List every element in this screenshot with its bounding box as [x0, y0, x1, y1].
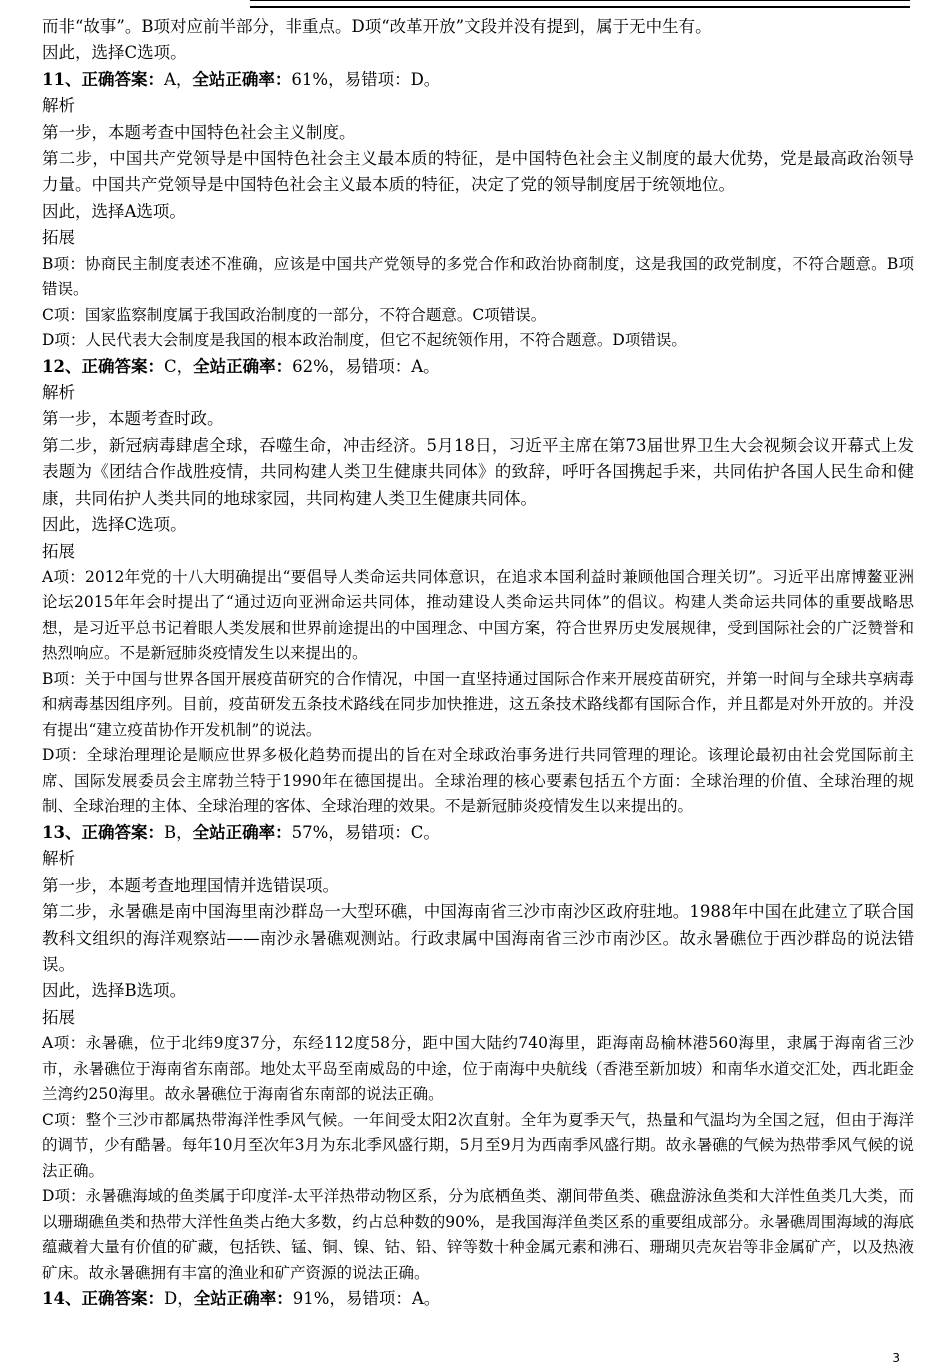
- answer-value: D，: [163, 1289, 194, 1309]
- analysis-heading: 解析: [42, 383, 75, 403]
- extend-heading: 拓展: [42, 228, 75, 248]
- question-number: 11、: [42, 69, 82, 89]
- analysis-heading: 解析: [42, 96, 75, 116]
- intro-conclusion: 因此，选择C选项。: [42, 43, 187, 63]
- option-d-note: D项：全球治理理论是顺应世界多极化趋势而提出的旨在对全球政治事务进行共同管理的理论。该理论最初由社会党国际前主席、国际发展委员会主席勃兰特于1990年在德国提出。全球治理的核心要素包括五个方面：全球治理的价值、全球治理的规制、全球治理的主体、全球治理的客体、全球治理的效果。不是新冠肺炎疫情发生以来提出的。: [42, 746, 914, 816]
- option-d-note: D项：人民代表大会制度是我国的根本政治制度，但它不起统领作用，不符合题意。D项错误。: [42, 331, 687, 350]
- answer-label: 正确答案：: [81, 69, 164, 89]
- rate-label: 全站正确率：: [193, 1289, 293, 1309]
- answer-label: 正确答案：: [81, 356, 164, 376]
- question-number: 13、: [42, 822, 82, 842]
- step-2: 第二步，新冠病毒肆虐全球，吞噬生命，冲击经济。5月18日，习近平主席在第73届世界卫生大会视频会议开幕式上发表题为《团结合作战胜疫情，共同构建人类卫生健康共同体》的致辞，呼吁各国携起手来，共同佑护各国人民生命和健康，共同佑护人类共同的地球家园，共同构建人类卫生健康共同体。: [42, 435, 914, 508]
- intro-line-1: 而非“故事”。B项对应前半部分，非重点。D项“改革开放”文段并没有提到，属于无中生有。: [42, 17, 712, 36]
- answer-value: C，: [163, 356, 194, 376]
- option-a-note: A项：永暑礁，位于北纬9度37分，东经112度58分，距中国大陆约740海里，距海南岛榆林港560海里，隶属于海南省三沙市，永暑礁位于海南省东南部。地处太平岛至南威岛的中途，位于南海中央航线（香港至新加坡）和南华水道交汇处，西北距金兰湾约250海里。故永暑礁位于海南省东南部的说法正确。: [42, 1034, 914, 1104]
- conclusion: 因此，选择B选项。: [42, 981, 187, 1001]
- step-1: 第一步，本题考查时政。: [42, 409, 224, 429]
- rate-label: 全站正确率：: [192, 822, 292, 842]
- rate-label: 全站正确率：: [193, 356, 293, 376]
- answer-label: 正确答案：: [81, 1289, 164, 1309]
- extend-heading: 拓展: [42, 541, 75, 561]
- rate-label: 全站正确率：: [192, 69, 292, 89]
- step-1: 第一步，本题考查地理国情并选错误项。: [42, 875, 339, 895]
- answer-header-13: [42, 820, 914, 846]
- rate-value: 91%，易错项：A。: [292, 1289, 441, 1309]
- analysis-heading: 解析: [42, 849, 75, 869]
- answer-label: 正确答案：: [81, 822, 164, 842]
- step-2: 第二步，永暑礁是南中国海里南沙群岛一大型环礁，中国海南省三沙市南沙区政府驻地。1988年中国在此建立了联合国教科文组织的海洋观察站——南沙永暑礁观测站。行政隶属中国海南省三沙市南沙区。故永暑礁位于西沙群岛的说法错误。: [42, 902, 914, 974]
- option-c-note: C项：国家监察制度属于我国政治制度的一部分，不符合题意。C项错误。: [42, 305, 547, 324]
- step-2: 第二步，中国共产党领导是中国特色社会主义最本质的特征，是中国特色社会主义制度的最大优势，党是最高政治领导力量。中国共产党领导是中国特色社会主义最本质的特征，决定了党的领导制度居于统领地位。: [42, 149, 914, 195]
- option-c-note: C项：整个三沙市都属热带海洋性季风气候。一年间受太阳2次直射。全年为夏季天气，热量和气温均为全国之冠，但由于海洋的调节，少有酷暑。每年10月至次年3月为东北季风盛行期，5月至9月为西南季风盛行期。故永暑礁的气候为热带季风气候的说法正确。: [42, 1110, 914, 1180]
- rate-value: 57%，易错项：C。: [291, 822, 440, 842]
- rate-value: 62%，易错项：A。: [292, 356, 440, 376]
- option-b-note: B项：协商民主制度表述不准确，应该是中国共产党领导的多党合作和政治协商制度，这是我国的政党制度，不符合题意。B项错误。: [42, 254, 914, 299]
- option-a-note: A项：2012年党的十八大明确提出“要倡导人类命运共同体意识，在追求本国利益时兼顾他国合理关切”。习近平出席博鳌亚洲论坛2015年年会时提出了“通过迈向亚洲命运共同体，推动建设人类命运共同体”的倡议。构建人类命运共同体的重要战略思想，是习近平总书记着眼人类发展和世界前途提出的中国理念、中国方案，符合世界历史发展规律，受到国际社会的广泛赞誉和热烈响应。不是新冠肺炎疫情发生以来提出的。: [42, 567, 914, 663]
- document-body: [42, 14, 914, 1313]
- answer-value: A，: [163, 69, 193, 89]
- question-number: 12、: [42, 356, 82, 376]
- step-1: 第一步，本题考查中国特色社会主义制度。: [42, 122, 356, 142]
- option-d-note: D项：永暑礁海域的鱼类属于印度洋-太平洋热带动物区系，分为底栖鱼类、潮间带鱼类、礁盘游泳鱼类和大洋性鱼类几大类，而以珊瑚礁鱼类和热带大洋性鱼类占绝大多数，约占总种数的90%，是我国海洋鱼类区系的重要组成部分。永暑礁周围海域的海底蕴藏着大量有价值的矿藏，包括铁、锰、铜、镍、钴、铅、锌等数十种金属元素和沸石、珊瑚贝壳灰岩等非金属矿产，以及热液矿床。故永暑礁拥有丰富的渔业和矿产资源的说法正确。: [42, 1187, 914, 1282]
- answer-header-14: [42, 1286, 914, 1312]
- page-number: 3: [892, 1351, 900, 1365]
- header-rule: [250, 0, 910, 8]
- conclusion: 因此，选择C选项。: [42, 515, 187, 535]
- question-number: 14、: [42, 1289, 82, 1309]
- answer-value: B，: [163, 822, 193, 842]
- rate-value: 61%，易错项：D。: [291, 69, 441, 89]
- option-b-note: B项：关于中国与世界各国开展疫苗研究的合作情况，中国一直坚持通过国际合作来开展疫苗研究，并第一时间与全球共享病毒和病毒基因组序列。目前，疫苗研发五条技术路线在同步加快推进，这五条技术路线都有国际合作，并且都是对外开放的。并没有提出“建立疫苗协作开发机制”的说法。: [42, 669, 914, 739]
- answer-header-11: [42, 67, 914, 93]
- extend-heading: 拓展: [42, 1007, 75, 1027]
- conclusion: 因此，选择A选项。: [42, 201, 186, 221]
- answer-header-12: [42, 354, 914, 380]
